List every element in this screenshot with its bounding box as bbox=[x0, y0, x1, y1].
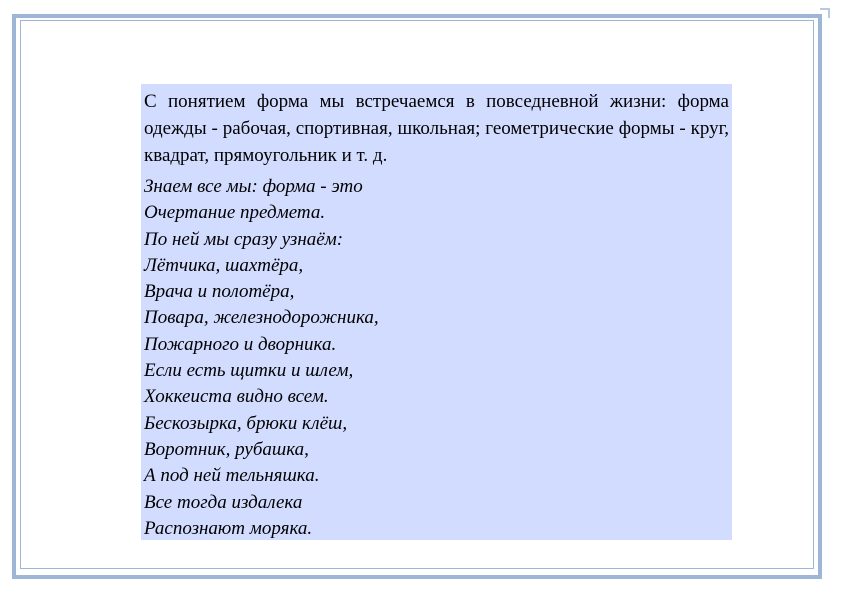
poem-line: Врача и полотёра, bbox=[144, 281, 295, 303]
intro-paragraph: С понятием форма мы встречаемся в повседневной жизни: форма одежды - рабочая, спортивная, школьная; геометрические формы - круг, квадрат, прямоугольник и т. д. bbox=[144, 91, 729, 166]
poem-line: Хоккеиста видно всем. bbox=[144, 386, 329, 408]
poem bbox=[144, 174, 729, 542]
poem-line: Воротник, рубашка, bbox=[144, 438, 309, 460]
poem-line: Распознают моряка. bbox=[144, 517, 313, 539]
poem-line: Бескозырка, брюки клёш, bbox=[144, 412, 348, 434]
poem-line: Повара, железнодорожника, bbox=[144, 307, 379, 329]
poem-line: Знаем все мы: форма - это bbox=[144, 176, 363, 197]
poem-line: А под ней тельняшка. bbox=[144, 465, 320, 487]
frame-corner-decoration bbox=[820, 8, 830, 18]
poem-line: Пожарного и дворника. bbox=[144, 333, 337, 355]
poem-line: По ней мы сразу узнаём: bbox=[144, 228, 344, 250]
poem-line: Лётчика, шахтёра, bbox=[144, 254, 304, 276]
poem-line: Все тогда издалека bbox=[144, 491, 303, 513]
text-block bbox=[141, 84, 732, 540]
poem-line: Очертание предмета. bbox=[144, 202, 326, 224]
poem-line: Если есть щитки и шлем, bbox=[144, 360, 354, 382]
